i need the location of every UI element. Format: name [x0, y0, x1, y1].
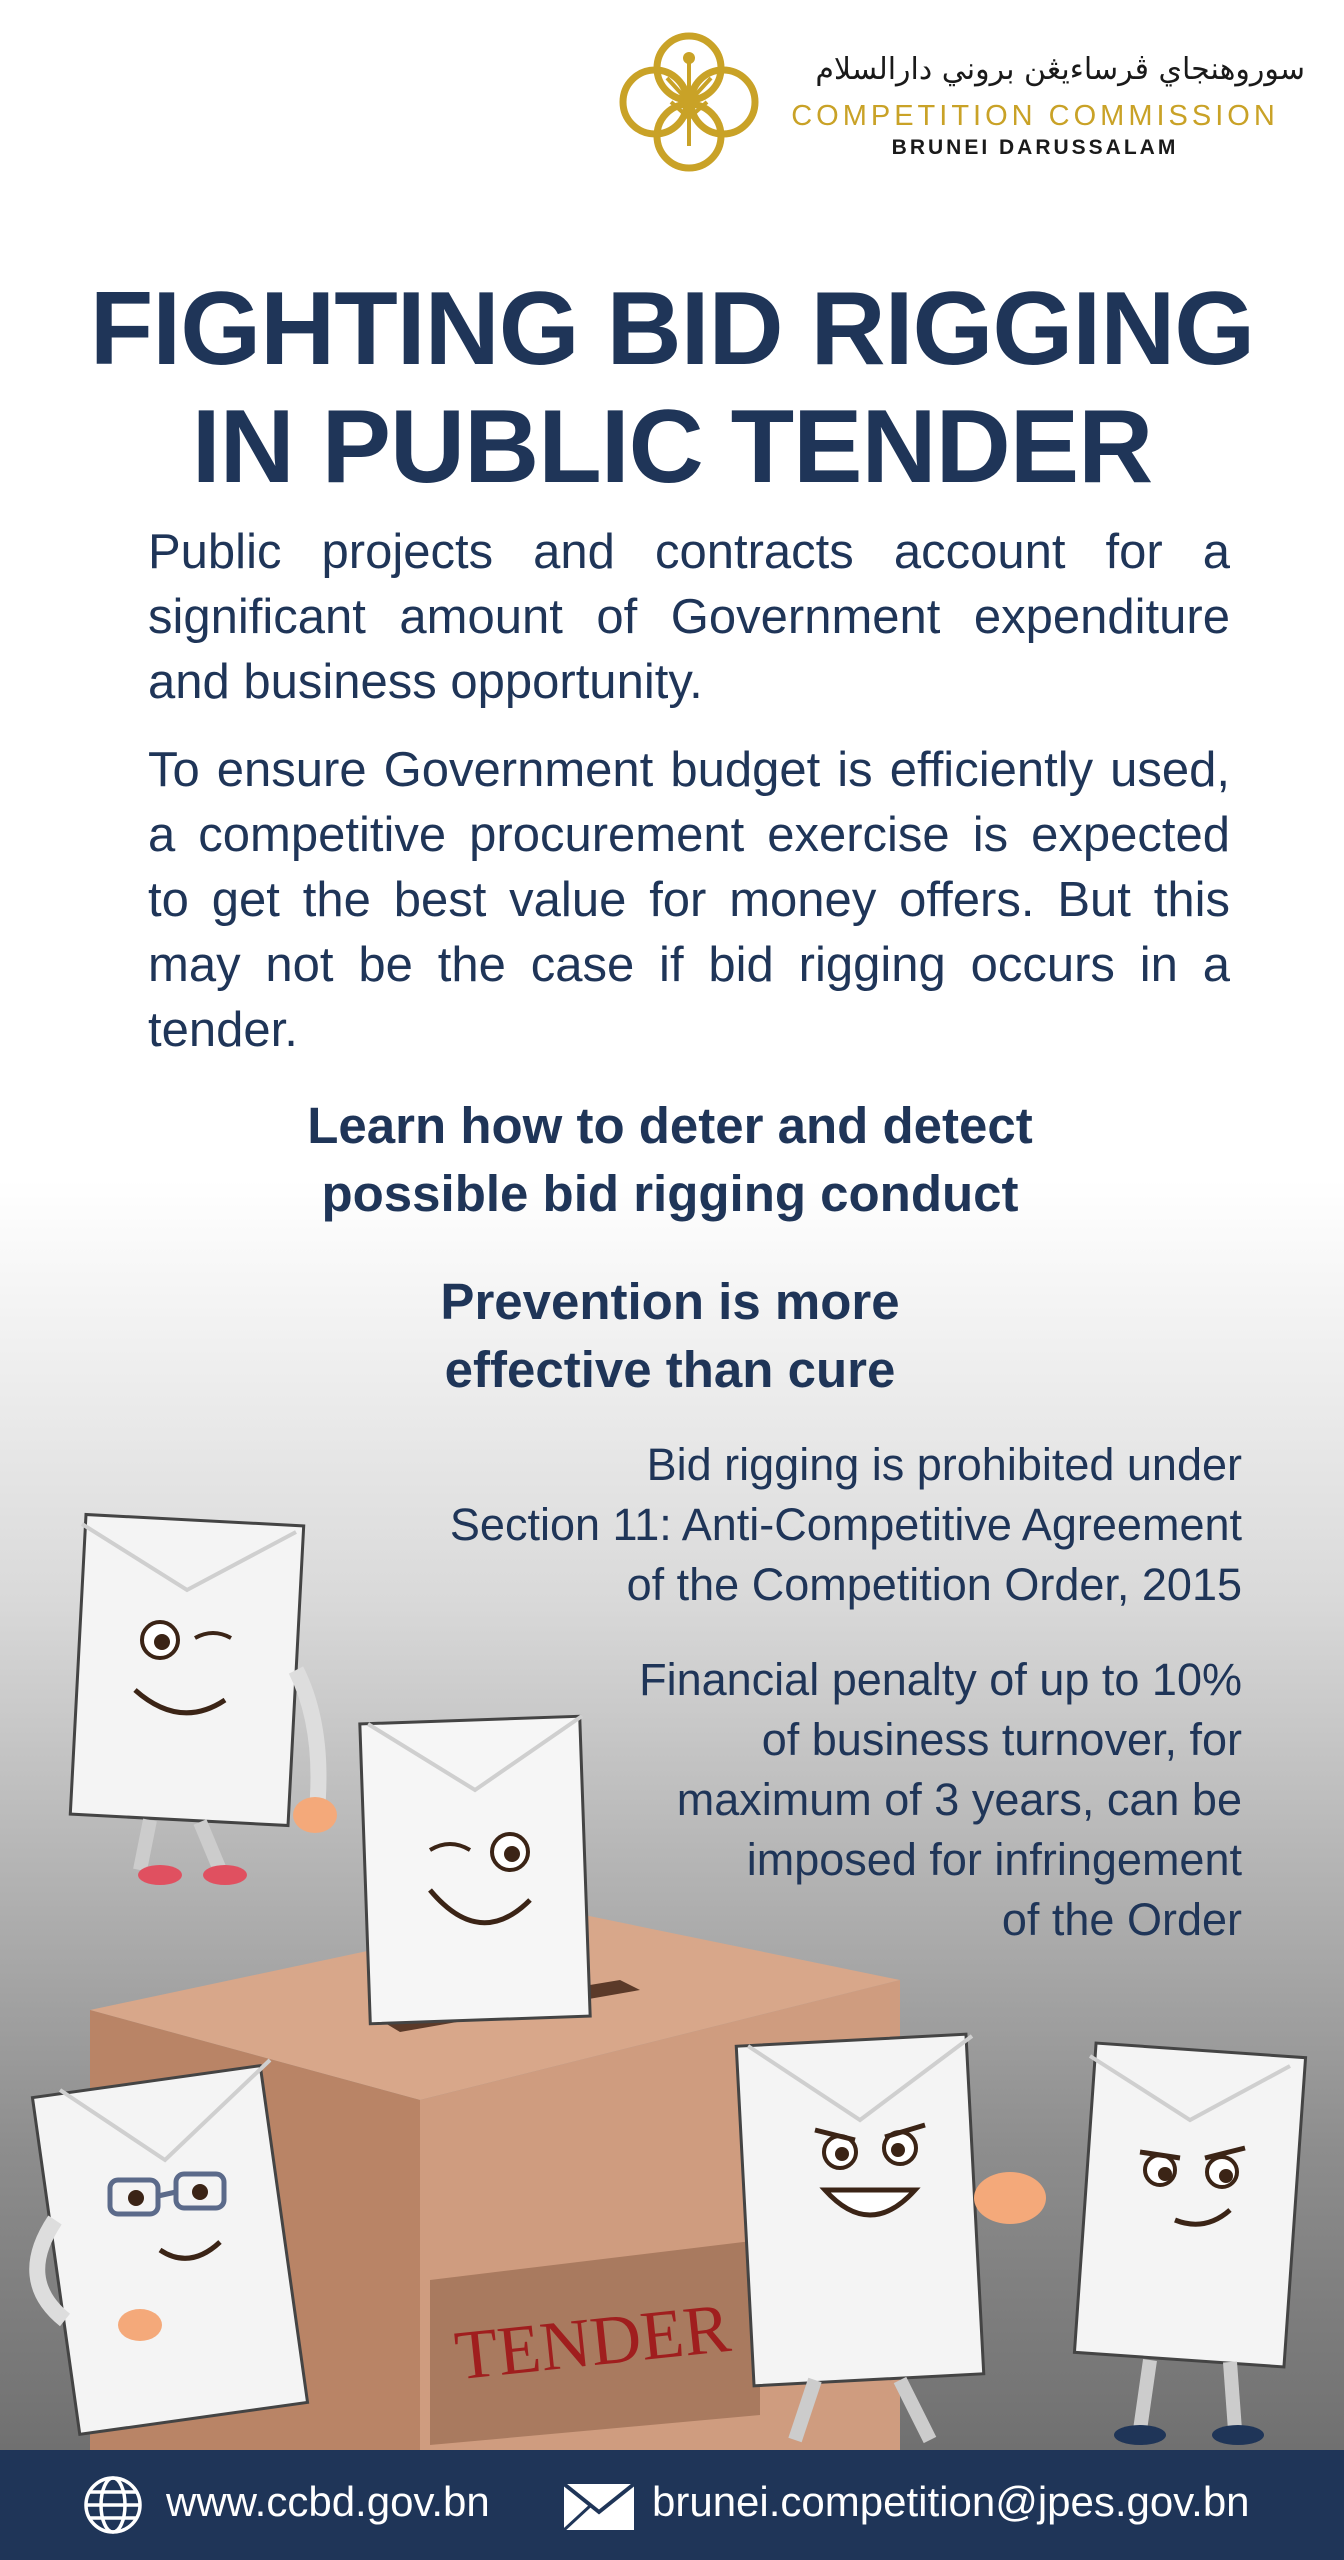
envelope-sly	[1074, 2043, 1305, 2445]
envelope-winking	[70, 1515, 318, 1885]
commission-logo	[615, 28, 763, 176]
envelope-grinning	[736, 2034, 983, 2440]
arabic-org-name: سوروهنجاي ڤرساءيڠن بروني دارالسلام	[815, 52, 1305, 87]
section-11-text	[380, 1435, 1242, 1615]
penalty-text	[380, 1650, 1242, 1950]
envelope-icon	[562, 2482, 636, 2532]
budget-paragraph: To ensure Government budget is efficiently used, a competitive procurement exercise is expected to get the best value for money offers. But this may not be the case if bid rigging occurs in a tender.	[148, 743, 1230, 1057]
email-link[interactable]: brunei.competition@jpes.gov.bn	[652, 2478, 1250, 2525]
section-line-3: of the Competition Order, 2015	[626, 1559, 1242, 1610]
penalty-line-5: of the Order	[1001, 1894, 1242, 1945]
globe-icon	[82, 2474, 144, 2536]
section-line-1: Bid rigging is prohibited under	[646, 1439, 1242, 1490]
penalty-line-2: of business turnover, for	[761, 1714, 1242, 1765]
title-line-2: IN PUBLIC TENDER	[191, 389, 1153, 505]
org-name: COMPETITION COMMISSION	[791, 100, 1279, 132]
section-line-2: Section 11: Anti-Competitive Agreement	[449, 1499, 1242, 1550]
handshake	[974, 2172, 1046, 2224]
learn-line-2: possible bid rigging conduct	[321, 1165, 1019, 1222]
prevention-heading	[200, 1268, 1140, 1404]
intro-paragraph: Public projects and contracts account for a significant amount of Government expenditure and business opportunity.	[148, 525, 1230, 709]
penalty-line-1: Financial penalty of up to 10%	[639, 1654, 1242, 1705]
country-name: BRUNEI DARUSSALAM	[891, 136, 1179, 159]
penalty-line-3: maximum of 3 years, can be	[676, 1774, 1242, 1825]
learn-heading	[200, 1092, 1140, 1228]
ballot-box-illustration	[0, 1480, 1344, 2450]
tender-label: TENDER	[451, 2289, 734, 2396]
prevention-line-2: effective than cure	[444, 1341, 896, 1398]
envelope-glasses	[32, 2060, 307, 2434]
penalty-line-4: imposed for infringement	[746, 1834, 1242, 1885]
website-link[interactable]: www.ccbd.gov.bn	[166, 2478, 490, 2525]
learn-line-1: Learn how to deter and detect	[307, 1097, 1033, 1154]
title-line-1: FIGHTING BID RIGGING	[89, 271, 1255, 387]
prevention-line-1: Prevention is more	[440, 1273, 900, 1330]
